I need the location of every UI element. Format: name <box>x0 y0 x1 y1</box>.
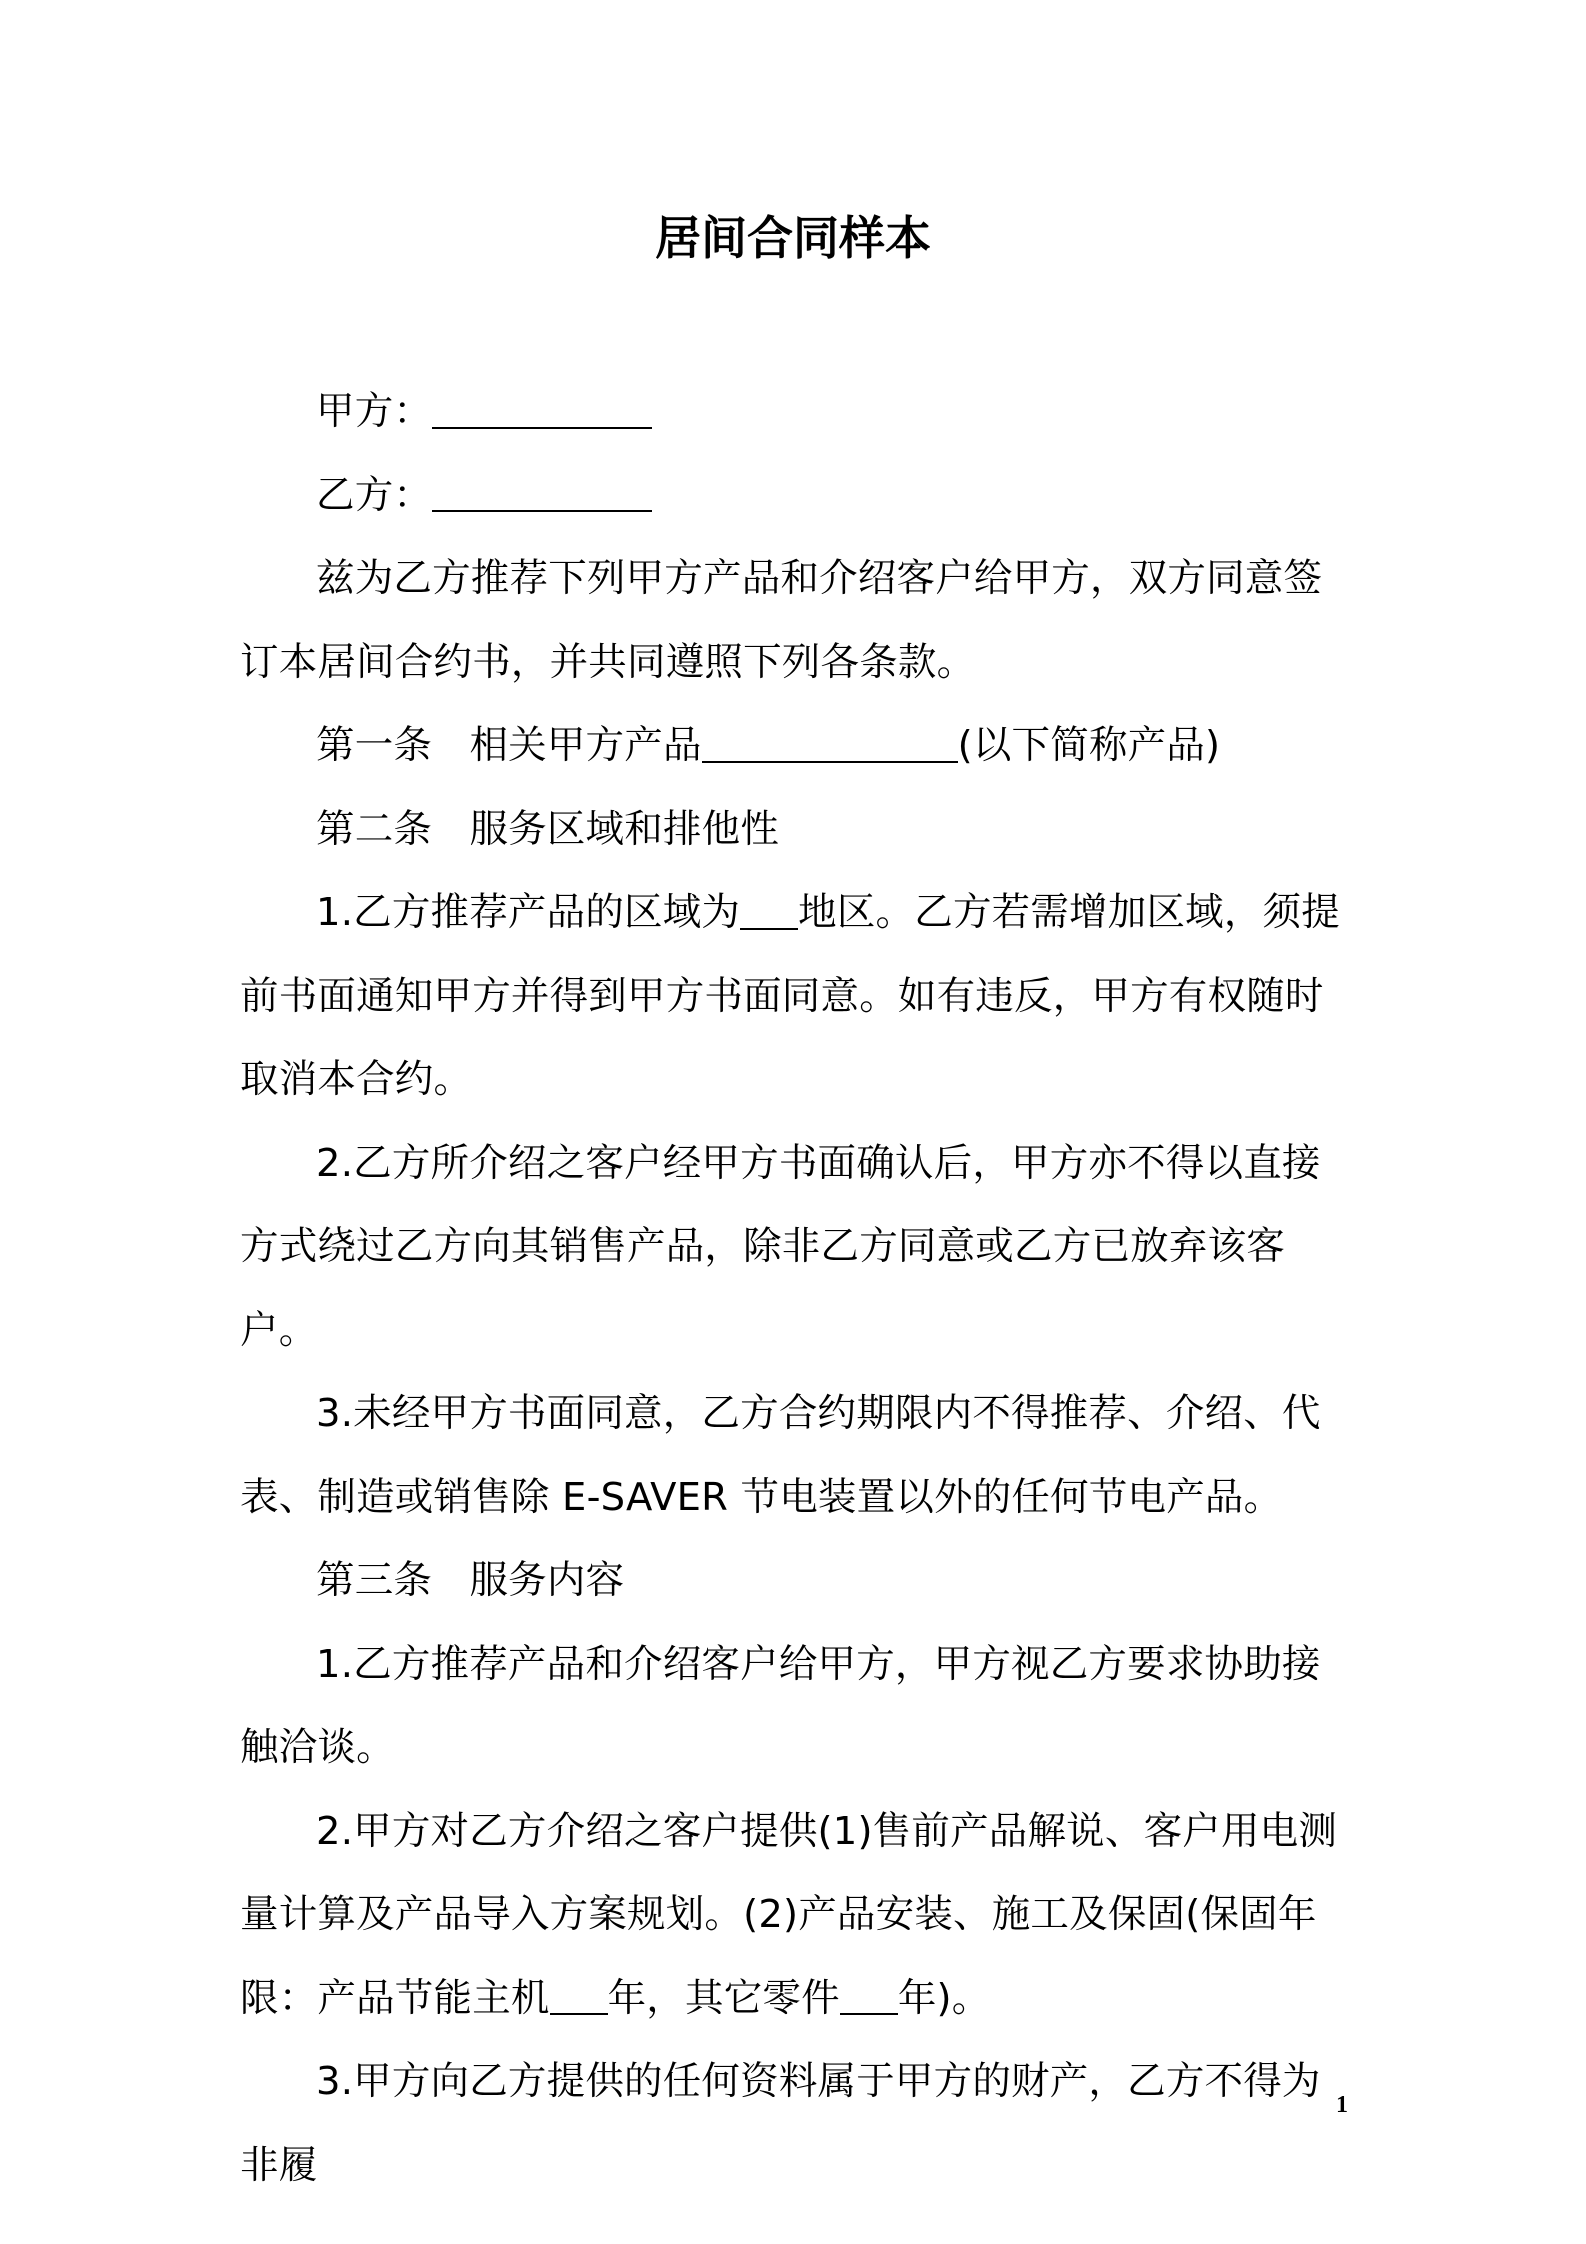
article-3-heading-line <box>240 1539 1350 1623</box>
clause-2-1-b: 地区。乙方若需增加区域，须提前书面通知甲方并得到甲方书面同意。如有违反，甲方有权随时取消本合约。 <box>240 890 1340 1102</box>
clause-3-2-a: 2.甲方对乙方介绍之客户提供(1)售前产品解说、客户用电测量计算及产品导入方案规划。(2)产品安装、施工及保固(保固年限：产品节能主机 <box>240 1808 1338 2021</box>
party-b-label: 乙方： <box>316 472 433 518</box>
party-a-line <box>240 370 1350 454</box>
party-b-blank <box>432 472 652 513</box>
page-number: 1 <box>1336 2092 1348 2118</box>
article-2-clause-2: 2.乙方所介绍之客户经甲方书面确认后，甲方亦不得以直接方式绕过乙方向其销售产品，除非乙方同意或乙方已放弃该客户。 <box>240 1140 1321 1353</box>
article-3-clause-3: 3.甲方向乙方提供的任何资料属于甲方的财产，乙方不得为非履 <box>240 2059 1321 2188</box>
article-2-clause-1 <box>240 871 1350 1122</box>
document-title: 居间合同样本 <box>655 211 931 265</box>
article-3-heading: 第三条 <box>316 1558 433 1603</box>
article-2-title: 服务区域和排他性 <box>469 806 780 852</box>
article-1-heading: 第一条 <box>316 723 433 768</box>
article-1 <box>240 704 1350 788</box>
party-b-line <box>240 454 1350 538</box>
article-3-clause-2 <box>240 1790 1350 2041</box>
party-a-blank <box>432 388 652 429</box>
document-body <box>240 370 1350 2207</box>
article-3-clause-1: 1.乙方推荐产品和介绍客户给甲方，甲方视乙方要求协助接触洽谈。 <box>240 1641 1321 1770</box>
article-2-clause-3: 3.未经甲方书面同意，乙方合约期限内不得推荐、介绍、代表、制造或销售除 E-SAVER 节电装置以外的任何节电产品。 <box>240 1391 1321 1520</box>
parts-warranty-blank <box>840 1975 898 2016</box>
clause-3-2-c: 年)。 <box>897 1975 991 2021</box>
article-2-heading: 第二条 <box>316 806 433 852</box>
party-a-label: 甲方： <box>316 389 433 434</box>
article-1-suffix: (以下简称产品) <box>957 723 1221 768</box>
clause-2-1-a: 1.乙方推荐产品的区域为 <box>316 890 741 935</box>
article-2-heading-line <box>240 788 1350 872</box>
intro-paragraph: 兹为乙方推荐下列甲方产品和介绍客户给甲方，双方同意签订本居间合约书，并共同遵照下列各条款。 <box>240 556 1323 685</box>
article-1-text: 相关甲方产品 <box>469 723 702 768</box>
region-blank <box>740 889 798 930</box>
host-warranty-blank <box>550 1975 608 2016</box>
clause-3-2-b: 年，其它零件 <box>607 1975 840 2021</box>
product-blank <box>702 722 958 763</box>
article-3-title: 服务内容 <box>469 1558 625 1603</box>
